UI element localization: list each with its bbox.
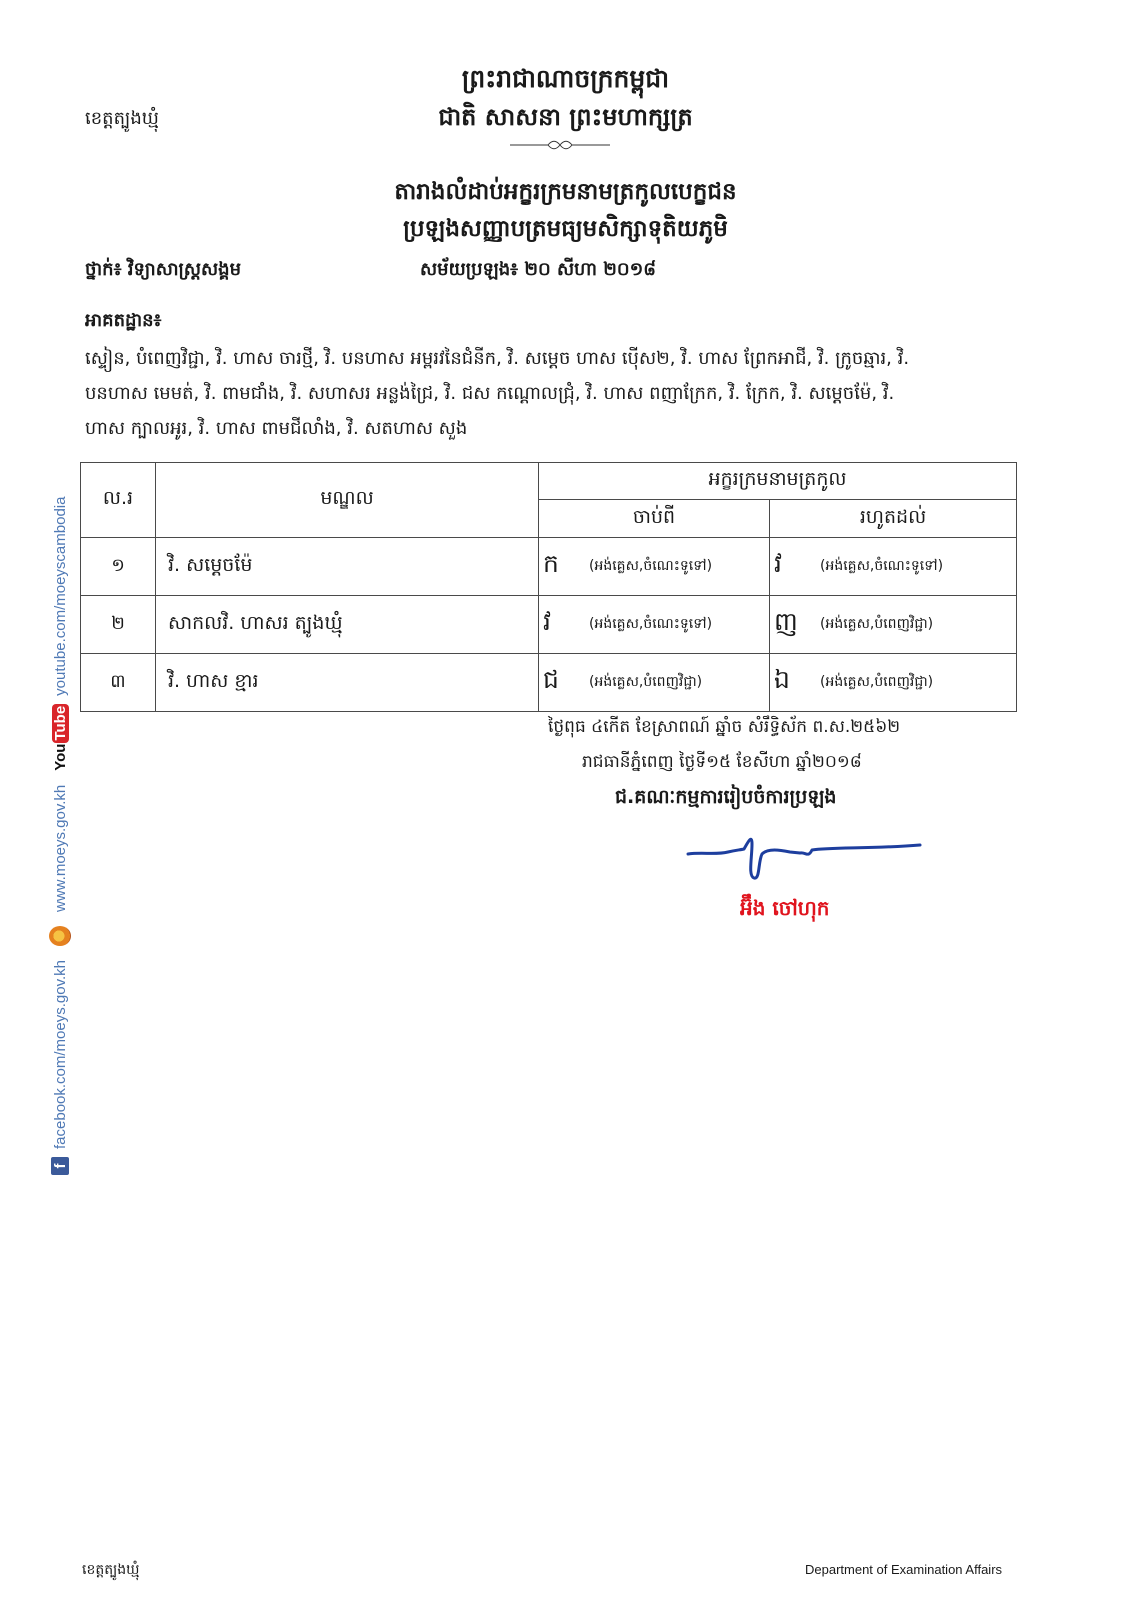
lunar-date: ថ្ងៃពុធ ៤កើត ខែស្រាពណ៍ ឆ្នាំច សំរឹទ្ធិស័ក ព.ស.២៥៦២: [548, 717, 901, 737]
national-motto: ជាតិ សាសនា ព្រះមហាក្សត្រ: [438, 102, 693, 131]
ministry-contact-watermark: [46, 395, 74, 1175]
document-subtitle: ប្រឡងសញ្ញាបត្រមធ្យមសិក្សាទុតិយភូមិ: [403, 215, 728, 242]
header-no: ល.រ: [81, 463, 156, 538]
row-number: ២: [81, 596, 156, 654]
range-from-cell: [539, 538, 770, 596]
youtube-logo-icon: [52, 704, 69, 771]
header-alphabet: អក្ខរក្រមនាមត្រកូល: [539, 463, 1017, 500]
origin-line: បនហាស មេមត់, វិ. ពាមជាំង, វិ. សហាសរ អន្លង់ជ្រៃ, វិ. ជស កណ្តោលជ្រុំ, វិ. ហាស ពញាក្រែក, វិ. ក្រែក, វិ. សម្តេចម៉ែ, វិ.: [85, 383, 895, 404]
origin-line: ហាស ក្បាលអូរ, វិ. ហាស ពាមជីលាំង, វិ. សតហាស សួង: [85, 418, 468, 439]
range-to-note: (អង់គ្លេស,បំពេញវិជ្ជា): [820, 674, 934, 690]
range-from-cell: [539, 596, 770, 654]
row-number: ១: [81, 538, 156, 596]
class-label: ថ្នាក់៖ វិទ្យាសាស្ត្រសង្គម: [85, 259, 242, 280]
handwritten-signature: [682, 828, 926, 888]
range-to-letter: ឯ: [774, 664, 790, 694]
header-center: មណ្ឌល: [156, 463, 539, 538]
ministry-emblem-icon: [49, 926, 71, 946]
place-and-date: រាជធានីភ្នំពេញ ថ្ងៃទី១៥ ខែសីហា ឆ្នាំ២០១៨: [582, 752, 862, 772]
exam-center-name: វិ. សម្តេចម៉ែ: [156, 538, 539, 596]
facebook-url: facebook.com/moeys.gov.kh: [51, 960, 69, 1149]
range-to-note: (អង់គ្លេស,ចំណេះទូទៅ): [820, 558, 944, 574]
range-from-cell: [539, 654, 770, 712]
range-to-note: (អង់គ្លេស,បំពេញវិជ្ជា): [820, 616, 934, 632]
range-to-cell: [770, 538, 1017, 596]
range-from-letter: វ: [543, 606, 551, 636]
footer-department: Department of Examination Affairs: [805, 1562, 1003, 1577]
alphabet-range-table: [80, 462, 1017, 712]
row-number: ៣: [81, 654, 156, 712]
signer-name: អ៊ឹង ចៅហុក: [740, 896, 830, 920]
website-url: www.moeys.gov.kh: [51, 784, 69, 913]
origin-label: អាគតដ្ឋាន៖: [85, 310, 162, 331]
youtube-logo-tube: Tube: [51, 705, 69, 741]
range-from-letter: ជ: [543, 664, 559, 694]
range-to-letter: វ: [774, 548, 782, 578]
ornament-divider: [508, 138, 612, 152]
facebook-icon: f: [51, 1157, 69, 1175]
range-from-note: (អង់គ្លេស,បំពេញវិជ្ជា): [589, 674, 703, 690]
origin-line: ស្ទៀន, បំពេញវិជ្ជា, វិ. ហាស ចារថ្មី, វិ. បនហាស អម្ពរវនៃជំនីក, វិ. សម្តេច ហាស ប៉ើស២, វិ. ហាស ព្រែកអាជី, វិ. ក្រូចឆ្មារ, វិ.: [85, 348, 910, 369]
youtube-logo-you: You: [51, 743, 69, 771]
table-row: [81, 596, 1017, 654]
youtube-url: youtube.com/moeyscambodia: [51, 496, 69, 696]
kingdom-heading: ព្រះរាជាណាចក្រកម្ពុជា: [461, 64, 670, 93]
document-title: តារាងលំដាប់អក្ខរក្រមនាមត្រកូលបេក្ខជន: [394, 178, 737, 205]
range-from-letter: ក: [543, 548, 559, 578]
table-header-row: [81, 463, 1017, 500]
footer-province: ខេត្តត្បូងឃ្មុំ: [82, 1562, 140, 1578]
signature-stroke: [688, 839, 920, 878]
origin-schools-paragraph: [85, 341, 1030, 446]
exam-center-name: សាកលវិ. ហាសរ ត្បូងឃ្មុំ: [156, 596, 539, 654]
exam-center-name: វិ. ហាស ខ្មារ: [156, 654, 539, 712]
table-row: [81, 538, 1017, 596]
province-label: ខេត្តត្បូងឃ្មុំ: [85, 108, 159, 129]
header-to: រហូតដល់: [770, 500, 1017, 538]
header-from: ចាប់ពី: [539, 500, 770, 538]
range-to-cell: [770, 654, 1017, 712]
exam-session: សម័យប្រឡង៖ ២០ សីហា ២០១៨: [420, 259, 656, 280]
range-to-cell: [770, 596, 1017, 654]
range-from-note: (អង់គ្លេស,ចំណេះទូទៅ): [589, 558, 713, 574]
committee-title: ជ.គណៈកម្មការរៀបចំការប្រឡង: [615, 786, 837, 808]
table-row: [81, 654, 1017, 712]
range-to-letter: ញ: [774, 606, 798, 636]
range-from-note: (អង់គ្លេស,ចំណេះទូទៅ): [589, 616, 713, 632]
